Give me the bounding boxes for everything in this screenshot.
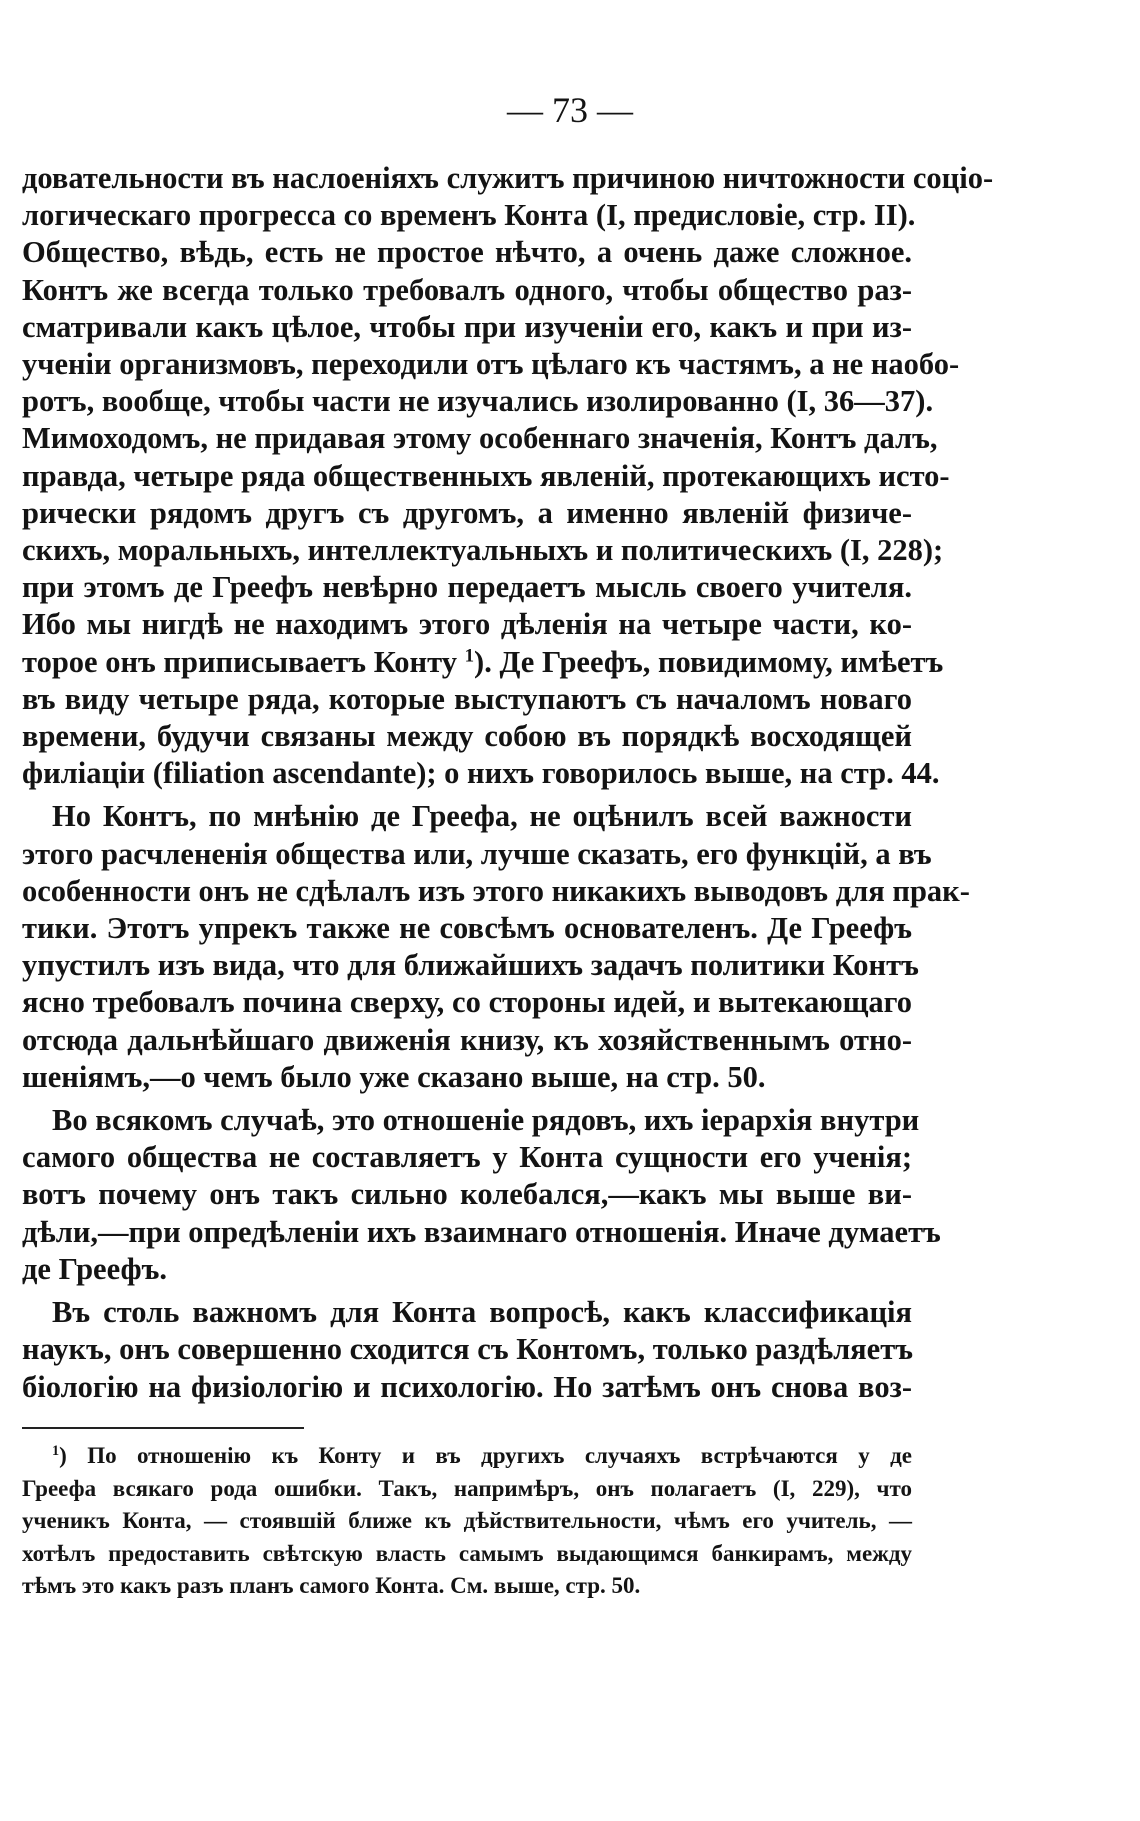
text-line: упустилъ изъ вида, что для ближайшихъ задачъ политики Контъ	[22, 948, 919, 983]
page-number: — 73 —	[507, 90, 633, 130]
text-line: дѣли,—при опредѣленіи ихъ взаимнаго отношенія. Иначе думаетъ	[22, 1214, 941, 1249]
text-line: довательности въ наслоеніяхъ служитъ причиною ничтожности соціо-	[22, 161, 994, 195]
text-line: наукъ, онъ совершенно сходится съ Контомъ, только раздѣляетъ	[22, 1332, 913, 1367]
footnote-line: ученикъ Конта, — стоявшій ближе къ дѣйствительности, чѣмъ его учитель, —	[22, 1508, 912, 1533]
text-line-with-footnote-ref	[22, 644, 944, 681]
text-line: скихъ, моральныхъ, интеллектуальныхъ и политическихъ (I, 228);	[22, 533, 944, 568]
footnote	[22, 1440, 912, 1603]
text-line: де Греефъ.	[22, 1251, 167, 1286]
footnote-line: хотѣлъ предоставить свѣтскую власть самымъ выдающимся банкирамъ, между	[22, 1540, 912, 1566]
footnote-divider	[22, 1427, 304, 1429]
text-line: рически рядомъ другъ съ другомъ, а именно явленій физиче-	[22, 495, 912, 530]
text-line: Общество, вѣдь, есть не простое нѣчто, а очень даже сложное.	[22, 235, 912, 270]
footnote-line: Греефа всякаго рода ошибки. Такъ, напримѣръ, онъ полагаетъ (I, 229), что	[22, 1475, 912, 1501]
text-line: ясно требовалъ почина сверху, со стороны идей, и вытекающаго	[22, 985, 912, 1020]
footnote-marker: 1	[52, 1443, 60, 1460]
text-line: при этомъ де Греефъ невѣрно передаетъ мысль своего учителя.	[22, 570, 912, 605]
text-line: біологію на физіологію и психологію. Но затѣмъ онъ снова воз-	[22, 1369, 912, 1404]
text-line: вотъ почему онъ такъ сильно колебался,—какъ мы выше ви-	[22, 1177, 912, 1212]
footnote-ref-marker[interactable]: 1	[464, 645, 475, 667]
text-line: ученіи организмовъ, переходили отъ цѣлаго къ частямъ, а не наобо-	[22, 347, 960, 382]
text-fragment: ). Де Греефъ, повидимому, имѣетъ	[474, 644, 944, 679]
paragraph-4	[22, 1294, 912, 1406]
footnote-line	[22, 1440, 912, 1473]
text-line: шеніямъ,—о чемъ было уже сказано выше, на стр. 50.	[22, 1059, 766, 1094]
text-line: этого расчлененія общества или, лучше сказать, его функцій, а въ	[22, 836, 932, 871]
paragraph-2	[22, 798, 970, 1096]
text-line: логическаго прогресса со временъ Конта (I, предисловіе, стр. II).	[22, 198, 916, 233]
text-line: ротъ, вообще, чтобы части не изучались изолированно (I, 36—37).	[22, 384, 934, 419]
text-line: Во всякомъ случаѣ, это отношеніе рядовъ, ихъ іерархія внутри	[52, 1103, 920, 1138]
paragraph-3	[22, 1102, 941, 1288]
text-fragment: торое онъ приписываетъ Конту	[22, 644, 457, 679]
text-line: Но Контъ, по мнѣнію де Греефа, не оцѣнилъ всей важности	[52, 799, 912, 834]
paragraph-1	[22, 160, 994, 792]
text-line: самого общества не составляетъ у Конта сущности его ученія;	[22, 1140, 912, 1175]
text-line: сматривали какъ цѣлое, чтобы при изученіи его, какъ и при из-	[22, 309, 912, 344]
text-line: правда, четыре ряда общественныхъ явленій, протекающихъ исто-	[22, 458, 950, 493]
text-line: Ибо мы нигдѣ не находимъ этого дѣленія на четыре части, ко-	[22, 607, 912, 642]
text-line: тики. Этотъ упрекъ также не совсѣмъ основателенъ. Де Греефъ	[22, 911, 912, 946]
text-line: Мимоходомъ, не придавая этому особеннаго значенія, Контъ далъ,	[22, 421, 938, 456]
text-line: Въ столь важномъ для Конта вопросѣ, какъ классификація	[52, 1295, 912, 1330]
text-line: Контъ же всегда только требовалъ одного, чтобы общество раз-	[22, 272, 912, 307]
text-line: времени, будучи связаны между собою въ порядкѣ восходящей	[22, 719, 912, 754]
text-line: особенности онъ не сдѣлалъ изъ этого никакихъ выводовъ для прак-	[22, 873, 970, 908]
body-text	[22, 160, 994, 1406]
text-fragment: ) По отношенію къ Конту и въ другихъ случаяхъ встрѣчаются у де	[59, 1443, 912, 1468]
footnote-line: тѣмъ это какъ разъ планъ самого Конта. См. выше, стр. 50.	[22, 1573, 641, 1598]
text-line: филіаціи (filiation ascendante); о нихъ говорилось выше, на стр. 44.	[22, 756, 940, 791]
text-line: въ виду четыре ряда, которые выступаютъ съ началомъ новаго	[22, 681, 912, 716]
text-line: отсюда дальнѣйшаго движенія книзу, къ хозяйственнымъ отно-	[22, 1022, 912, 1057]
